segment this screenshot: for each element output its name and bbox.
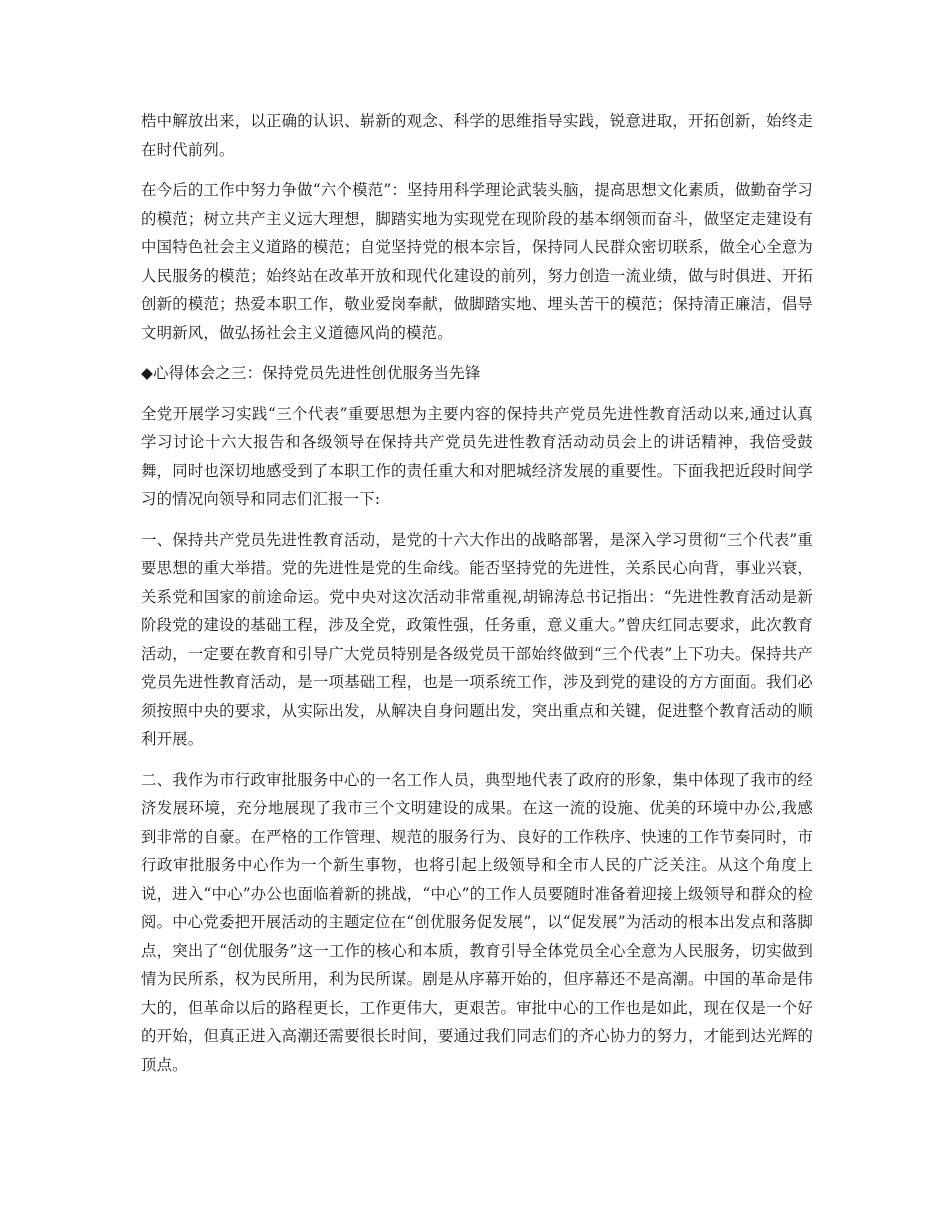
paragraph-point-one: 一、保持共产党员先进性教育活动，是党的十六大作出的战略部署，是深入学习贯彻“三个代表”重要思想的重大举措。党的先进性是党的生命线。能否坚持党的先进性，关系民心向背，事业兴衰，关系党和国家的前途命运。党中央对这次活动非常重视,胡锦涛总书记指出：“先进性教育活动是新阶段党的建设的基础工程，涉及全党，政策性强，任务重，意义重大。”曾庆红同志要求，此次教育活动，一定要在教育和引导广大党员特别是各级党员干部始终做到“三个代表”上下功夫。保持共产党员先进性教育活动，是一项基础工程，也是一项系统工作，涉及到党的建设的方方面面。我们必须按照中央的要求，从实际出发，从解决自身问题出发，突出重点和关键，促进整个教育活动的顺利开展。 <box>141 530 813 748</box>
paragraph-overview: 全党开展学习实践“三个代表”重要思想为主要内容的保持共产党员先进性教育活动以来,通过认真学习讨论十六大报告和各级领导在保持共产党员先进性教育活动动员会上的讲话精神，我倍受鼓舞，同时也深切地感受到了本职工作的责任重大和对肥城经济发展的重要性。下面我把近段时间学习的情况向领导和同志们汇报一下: <box>141 404 813 508</box>
paragraph-intro-continuation: 梏中解放出来，以正确的认识、崭新的观念、科学的思维指导实践，锐意进取，开拓创新，始终走在时代前列。 <box>141 112 813 159</box>
document-body <box>141 107 813 1091</box>
paragraph-six-models: 在今后的工作中努力争做“六个模范”：坚持用科学理论武装头脑，提高思想文化素质，做勤奋学习的模范；树立共产主义远大理想，脚踏实地为实现党在现阶段的基本纲领而奋斗，做坚定走建设有中国特色社会主义道路的模范；自觉坚持党的根本宗旨，保持同人民群众密切联系，做全心全意为人民服务的模范；始终站在改革开放和现代化建设的前列，努力创造一流业绩，做与时俱进、开拓创新的模范；热爱本职工作，敬业爱岗奉献，做脚踏实地、埋头苦干的模范；保持清正廉洁，倡导文明新风，做弘扬社会主义道德风尚的模范。 <box>141 181 813 342</box>
section-heading: ◆心得体会之三：保持党员先进性创优服务当先锋 <box>141 364 481 382</box>
paragraph-point-two: 二、我作为市行政审批服务中心的一名工作人员，典型地代表了政府的形象，集中体现了我市的经济发展环境，充分地展现了我市三个文明建设的成果。在这一流的设施、优美的环境中办公,我感到非常的自豪。在严格的工作管理、规范的服务行为、良好的工作秩序、快速的工作节奏同时，市行政审批服务中心作为一个新生事物，也将引起上级领导和全市人民的广泛关注。从这个角度上说，进入“中心”办公也面临着新的挑战，“中心”的工作人员要随时准备着迎接上级领导和群众的检阅。中心党委把开展活动的主题定位在“创优服务促发展”，以“促发展”为活动的根本出发点和落脚点，突出了“创优服务”这一工作的核心和本质，教育引导全体党员全心全意为人民服务，切实做到情为民所系，权为民所用，利为民所谋。剧是从序幕开始的，但序幕还不是高潮。中国的革命是伟大的，但革命以后的路程更长，工作更伟大，更艰苦。审批中心的工作也是如此，现在仅是一个好的开始，但真正进入高潮还需要很长时间，要通过我们同志们的齐心协力的努力，才能到达光辉的顶点。 <box>141 770 813 1074</box>
